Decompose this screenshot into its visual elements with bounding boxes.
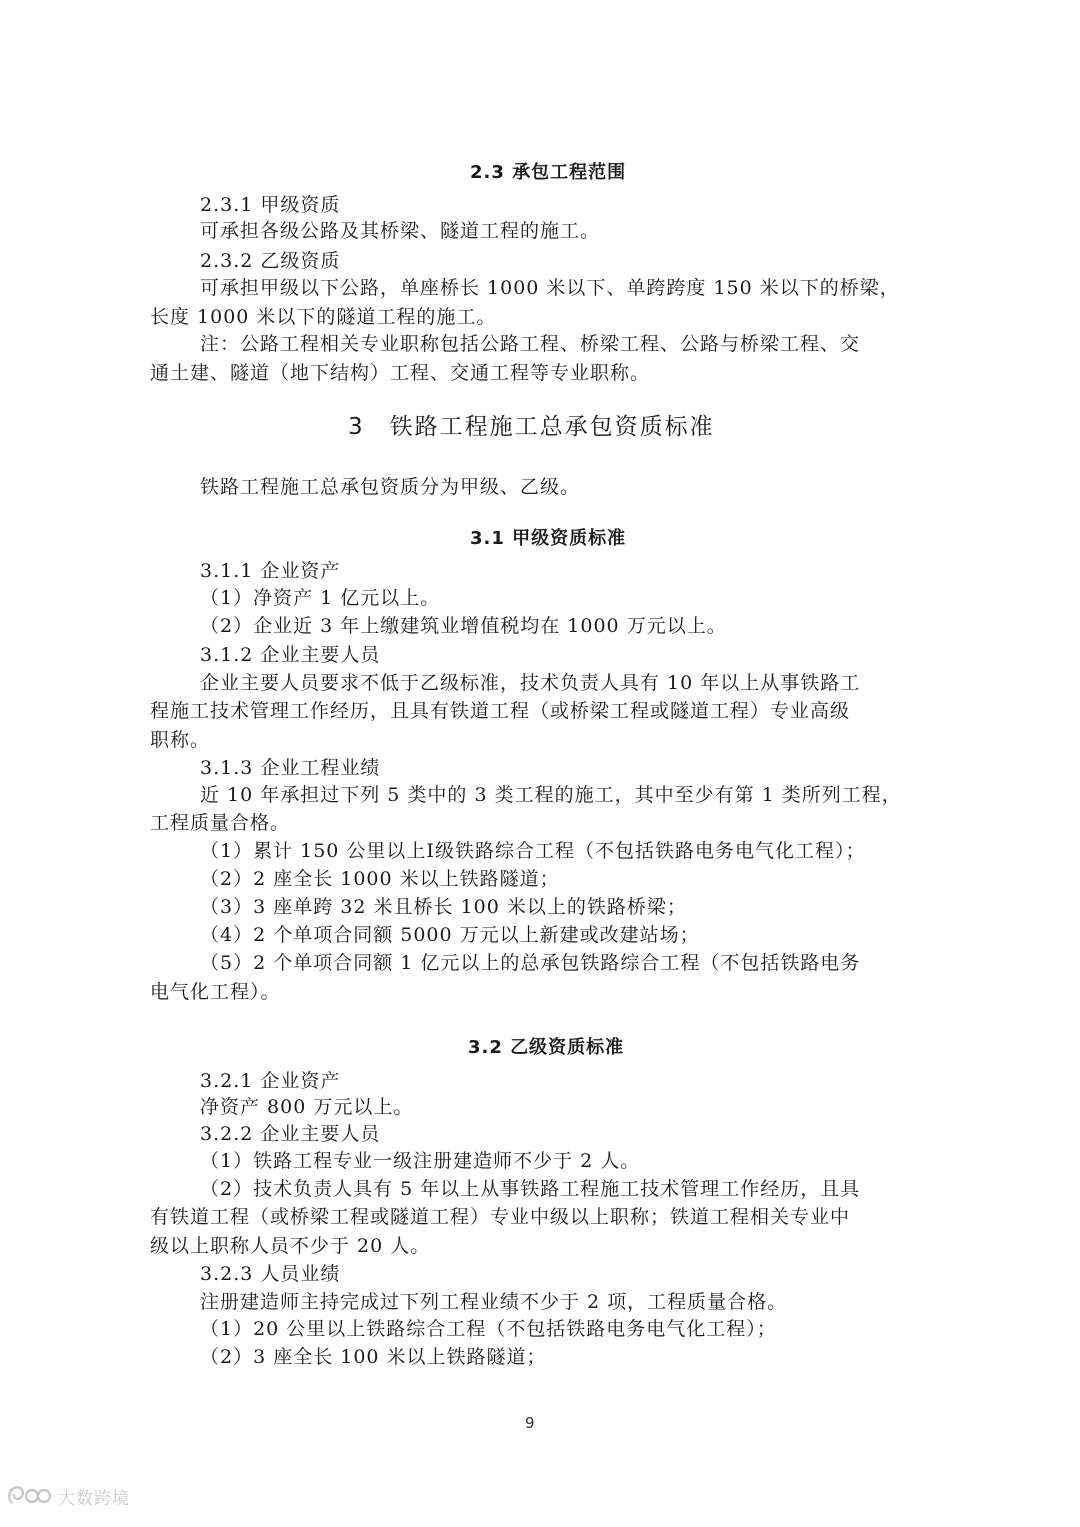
paragraph: 职称。 [150,729,211,751]
watermark [6,1483,130,1509]
section-3-2-2-title: 3.2.2 企业主要人员 [200,1123,381,1145]
list-item: （1）净资产 1 亿元以上。 [200,587,441,609]
list-item: 级以上职称人员不少于 20 人。 [150,1235,431,1257]
paragraph: 近 10 年承担过下列 5 类中的 3 类工程的施工，其中至少有第 1 类所列工程， [200,784,902,806]
paragraph: 铁路工程施工总承包资质分为甲级、乙级。 [200,476,581,498]
paragraph: 程施工技术管理工作经历，且具有铁道工程（或桥梁工程或隧道工程）专业高级 [150,700,851,722]
section-3-1-title: 3.1 甲级资质标准 [470,528,627,549]
list-item: 有铁道工程（或桥梁工程或隧道工程）专业中级以上职称；铁道工程相关专业中 [150,1206,851,1228]
list-item: （5）2 个单项合同额 1 亿元以上的总承包铁路综合工程（不包括铁路电务 [200,952,861,974]
section-3-1-1-title: 3.1.1 企业资产 [200,560,341,582]
section-3-2-1-title: 3.2.1 企业资产 [200,1070,341,1092]
section-3-1-2-title: 3.1.2 企业主要人员 [200,644,381,666]
list-item: 电气化工程）。 [150,981,281,1003]
section-3-1-3-title: 3.1.3 企业工程业绩 [200,757,381,779]
list-item: （2）2 座全长 1000 米以上铁路隧道； [200,868,560,890]
list-item: （1）铁路工程专业一级注册建造师不少于 2 人。 [200,1150,641,1172]
paragraph: 可承担甲级以下公路，单座桥长 1000 米以下、单跨跨度 150 米以下的桥梁， [200,277,900,299]
list-item: （3）3 座单跨 32 米且桥长 100 米以上的铁路桥梁； [200,896,687,918]
section-3-title: 3 铁路工程施工总承包资质标准 [348,414,715,440]
section-3-2-title: 3.2 乙级资质标准 [468,1037,625,1058]
list-item: （2）3 座全长 100 米以上铁路隧道； [200,1346,547,1368]
list-item: （2）技术负责人具有 5 年以上从事铁路工程施工技术管理工作经历，且具 [200,1178,861,1200]
list-item: （2）企业近 3 年上缴建筑业增值税均在 1000 万元以上。 [200,615,727,637]
watermark-text: 大数跨境 [58,1488,130,1509]
section-3-2-3-title: 3.2.3 人员业绩 [200,1263,341,1285]
paragraph: 工程质量合格。 [150,812,291,834]
list-item: （1）20 公里以上铁路综合工程（不包括铁路电务电气化工程）； [200,1318,777,1340]
section-2-3-2-title: 2.3.2 乙级资质 [200,250,341,272]
paragraph: 企业主要人员要求不低于乙级标准，技术负责人具有 10 年以上从事铁路工 [200,672,861,694]
note: 通土建、隧道（地下结构）工程、交通工程等专业职称。 [150,362,651,384]
list-item: （4）2 个单项合同额 5000 万元以上新建或改建站场； [200,924,700,946]
watermark-logo-icon [6,1483,52,1509]
page-number: 9 [525,1414,536,1432]
note: 注：公路工程相关专业职称包括公路工程、桥梁工程、公路与桥梁工程、交 [200,333,861,355]
section-2-3-1-title: 2.3.1 甲级资质 [200,194,341,216]
section-2-3-title: 2.3 承包工程范围 [470,162,627,183]
paragraph: 可承担各级公路及其桥梁、隧道工程的施工。 [200,220,601,242]
paragraph: 净资产 800 万元以上。 [200,1096,414,1118]
paragraph: 长度 1000 米以下的隧道工程的施工。 [150,306,497,328]
list-item: （1）累计 150 公里以上Ⅰ级铁路综合工程（不包括铁路电务电气化工程）； [200,840,866,862]
paragraph: 注册建造师主持完成过下列工程业绩不少于 2 项，工程质量合格。 [200,1291,788,1313]
